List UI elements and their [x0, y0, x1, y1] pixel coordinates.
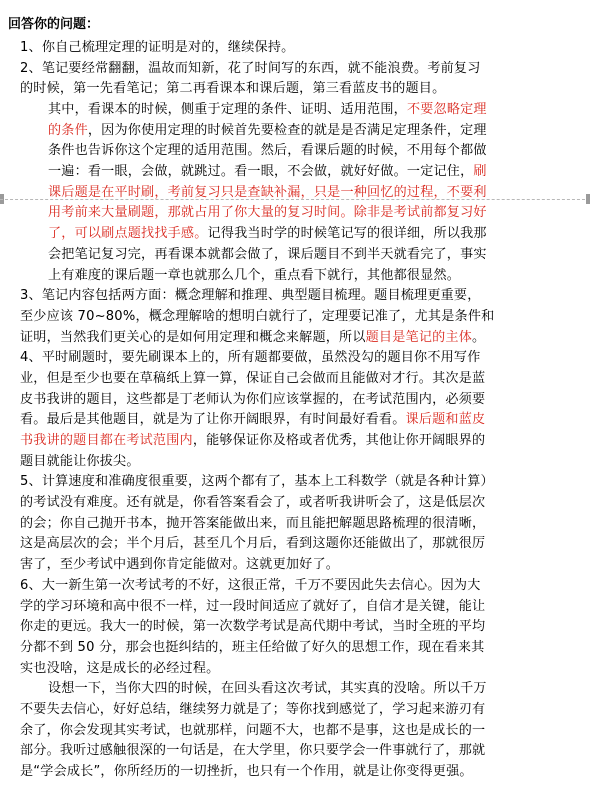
text-span: 业，但是至少也要在草稿纸上算一算，保证自己会做而且能做对才行。其次是蓝 [20, 371, 486, 386]
text-line [20, 532, 580, 551]
text-span: 证明，当然我们更关心的是如何用定理和概念来解题，所以 [20, 330, 366, 345]
text-line [20, 284, 580, 303]
text-line [48, 201, 580, 220]
text-line [20, 36, 580, 55]
text-line [20, 305, 580, 324]
text-span: 5、计算速度和准确度很重要，这两个都有了，基本上工科数学（就是各种计算） [20, 474, 494, 489]
text-span: 的会；你自己抛开书本，抛开答案能做出来，而且能把解题思路梳理的很清晰， [20, 516, 486, 531]
text-line [20, 615, 580, 634]
highlighted-text: 不要忽略定理 [406, 102, 487, 117]
highlighted-text: 了，可以刷点题找找手感。 [48, 226, 208, 241]
text-span: 的时候，第一先看笔记；第二再看课本和课后题，第三看蓝皮书的题目。 [20, 81, 446, 96]
text-span: 部分。我听过感触很深的一句话是，在大学里，你只要学会一件事就行了，那就 [20, 743, 486, 758]
text-line [20, 595, 580, 614]
text-line [20, 553, 580, 572]
highlighted-text: 书我讲的题目都在考试范围内 [20, 433, 193, 448]
text-line [20, 429, 580, 448]
text-span: 余了，你会发现其实考试，也就那样，问题不大，也都不是事，这也是成长的一 [20, 723, 486, 738]
text-span: 会把笔记复习完，再看课本就都会做了，课后题目不到半天就看完了，事实 [48, 247, 487, 262]
text-line [48, 160, 580, 179]
text-span: 其中，看课本的时候，侧重于定理的条件、证明、适用范围， [48, 102, 407, 117]
text-line [48, 139, 580, 158]
text-span: ，能够保证你及格或者优秀，其他让你开阔眼界的 [192, 433, 486, 448]
highlighted-text: 的条件 [48, 123, 88, 138]
text-line [20, 636, 580, 655]
text-line [20, 760, 580, 779]
text-span: 一遍：看一眼，会做，就跳过。看一眼，不会做，就好好做。一定记住， [48, 164, 474, 179]
highlighted-text: 刷 [473, 164, 487, 179]
text-line [48, 677, 580, 696]
highlighted-text: 用考前来大量刷题，那就占用了你大量的复习时间。除非是考试前都复习好 [48, 205, 487, 220]
text-line [48, 222, 580, 241]
highlighted-text: 题目是笔记的主体 [365, 330, 472, 345]
text-span: 3、笔记内容包括两方面：概念理解和推理、典型题目梳理。题目梳理更重要， [20, 288, 481, 303]
text-span: 上有难度的课后题一章也就那么几个，重点看下就行，其他都很显然。 [48, 268, 461, 283]
text-span: ，因为你使用定理的时候首先要检查的就是是否满足定理条件，定理 [87, 123, 487, 138]
text-span: 分都不到 50 分，那会也挺纠结的，班主任给做了好久的思想工作，现在看来其 [20, 640, 485, 655]
text-span: 害了，至少考试中遇到你肯定能做对。这就更加好了。 [20, 557, 340, 572]
highlighted-text: 课后题和蓝皮 [405, 412, 486, 427]
text-line [48, 119, 580, 138]
text-line [20, 698, 580, 717]
text-span: 设想一下，当你大四的时候，在回头看这次考试，其实真的没啥。所以千万 [48, 681, 487, 696]
text-span: 4、平时刷题时，要先刷课本上的，所有题都要做，虽然没勾的题目你不用写作 [20, 350, 481, 365]
text-line [20, 657, 580, 676]
text-span: 。 [472, 330, 486, 345]
text-span: 是“学会成长”，你所经历的一切挫折，也只有一个作用，就是让你变得更强。 [20, 764, 473, 779]
text-line [20, 512, 580, 531]
text-span: 看。最后是其他题目，就是为了让你开阔眼界，有时间最好看看。 [20, 412, 406, 427]
text-line [48, 243, 580, 262]
text-span: 不要失去信心，好好总结，继续努力就是了；等你找到感觉了，学习起来游刃有 [20, 702, 486, 717]
text-line [20, 450, 580, 469]
text-span: 这是高层次的会；半个月后，甚至几个月后，看到这题你还能做出了，那就很厉 [20, 536, 486, 551]
text-line [20, 470, 580, 489]
page-heading: 回答你的问题： [8, 17, 100, 32]
text-span: 实也没啥，这是成长的必经过程。 [20, 661, 220, 676]
text-line [48, 98, 580, 117]
text-line [20, 739, 580, 758]
text-line [20, 491, 580, 510]
text-span: 条件也告诉你这个定理的适用范围。然后，看课后题的时候，不用每个都做 [48, 143, 487, 158]
text-span: 题目就能让你拔尖。 [20, 454, 140, 469]
text-span: 的考试没有难度。还有就是，你看答案看会了，或者听我讲听会了，这是低层次 [20, 495, 486, 510]
text-line [20, 574, 580, 593]
text-line [48, 181, 580, 200]
text-span: 2、笔记要经常翻翻，温故而知新，花了时间写的东西，就不能浪费。考前复习 [20, 61, 481, 76]
text-line [20, 326, 580, 345]
text-line [20, 388, 580, 407]
text-span: 至少应该 70~80%，概念理解啥的想明白就行了，定理要记准了，尤其是条件和 [20, 309, 495, 324]
text-line [20, 346, 580, 365]
page-break-marker [586, 194, 590, 204]
text-line [20, 77, 580, 96]
highlighted-text: 课后题是在平时刷，考前复习只是查缺补漏，只是一种回忆的过程，不要利 [48, 185, 487, 200]
text-span: 6、大一新生第一次考试考的不好，这很正常，千万不要因此失去信心。因为大 [20, 578, 481, 593]
text-line [48, 264, 580, 283]
text-span: 学的学习环境和高中很不一样，过一段时间适应了就好了，自信才是关键，能让 [20, 599, 486, 614]
text-span: 记得我当时学的时候笔记写的很详细，所以我那 [207, 226, 487, 241]
text-span: 1、你自己梳理定理的证明是对的，继续保持。 [20, 40, 295, 55]
text-line [20, 57, 580, 76]
text-line [20, 367, 580, 386]
text-span: 你走的更远。我大一的时候，第一次数学考试是高代期中考试，当时全班的平均 [20, 619, 486, 634]
text-line [20, 719, 580, 738]
text-line [20, 408, 580, 427]
text-span: 皮书我讲的题目，这些都是丁老师认为你们应该掌握的，在考试范围内，必须要 [20, 392, 486, 407]
